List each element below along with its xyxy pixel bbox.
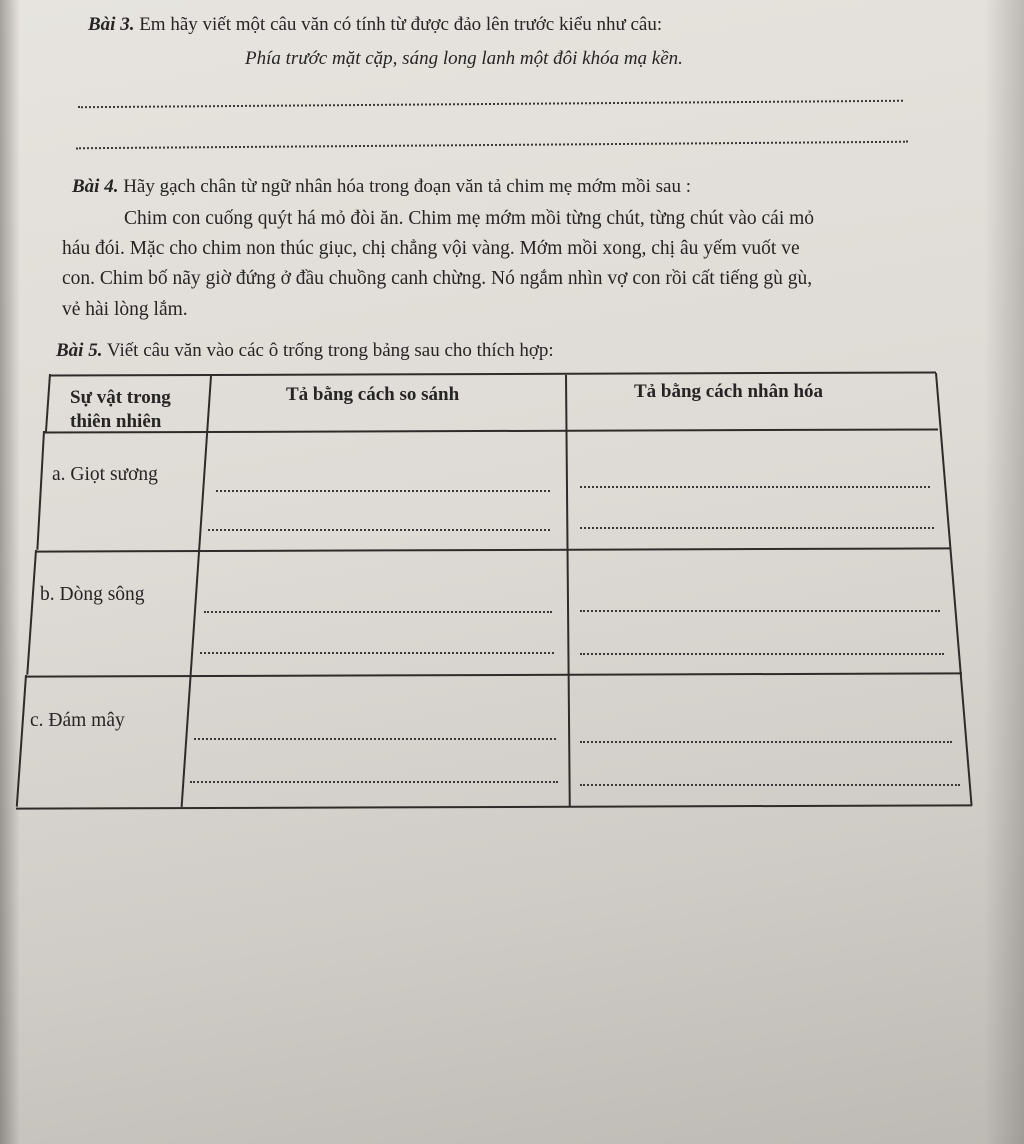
- table-row-divider: [36, 547, 950, 552]
- row-label-dew-drop: a. Giọt sương: [52, 464, 158, 485]
- exercise4-paragraph-line: háu đói. Mặc cho chim non thúc giục, chị chẳng vội vàng. Mớm mồi xong, chị âu yếm vuốt ve: [62, 238, 800, 259]
- table-header-divider: [44, 428, 938, 433]
- personification-answer-line[interactable]: [580, 741, 952, 743]
- personification-answer-line[interactable]: [580, 653, 944, 655]
- table-column-divider-2: [565, 375, 571, 807]
- exercise3-example: Phía trước mặt cặp, sáng long lanh một đôi khóa mạ kền.: [245, 48, 683, 69]
- answer-line-1: [78, 100, 903, 108]
- exercise4-paragraph-line: Chim con cuống quýt há mỏ đòi ăn. Chim mẹ mớm mồi từng chút, từng chút vào cái mỏ: [124, 208, 815, 229]
- header-personification: Tả bằng cách nhân hóa: [634, 381, 824, 402]
- comparison-answer-line[interactable]: [216, 490, 550, 492]
- table-border-left: [45, 374, 51, 432]
- personification-answer-line[interactable]: [580, 527, 934, 529]
- table-row-divider: [26, 672, 962, 677]
- comparison-answer-line[interactable]: [208, 529, 550, 531]
- header-comparison: Tả bằng cách so sánh: [286, 384, 460, 405]
- exercise4-label: Bài 4.: [72, 176, 119, 197]
- exercise4-heading: [72, 176, 691, 199]
- exercise5-heading: [56, 340, 554, 363]
- header-things-in-nature: [70, 386, 171, 434]
- exercise4-paragraph-line: vẻ hài lòng lắm.: [62, 299, 188, 320]
- exercise4-prompt: Hãy gạch chân từ ngữ nhân hóa trong đoạn văn tả chim mẹ mớm mồi sau :: [123, 176, 691, 197]
- row-label-cloud: c. Đám mây: [30, 710, 125, 731]
- header-col1-line1: Sự vật trong: [70, 387, 171, 408]
- page-right-shadow: [984, 0, 1024, 1144]
- exercise3-heading: [88, 14, 662, 37]
- exercise3-label: Bài 3.: [88, 14, 135, 35]
- table-border-left: [26, 550, 37, 675]
- exercise5-label: Bài 5.: [56, 340, 103, 361]
- personification-answer-line[interactable]: [580, 486, 930, 488]
- exercise3-prompt: Em hãy viết một câu văn có tính từ được đảo lên trước kiểu như câu:: [139, 14, 663, 35]
- comparison-answer-line[interactable]: [204, 611, 552, 613]
- personification-answer-line[interactable]: [580, 784, 960, 786]
- comparison-answer-line[interactable]: [190, 781, 558, 783]
- answer-line-2: [76, 141, 908, 150]
- header-col1-line2: thiên nhiên: [70, 410, 162, 432]
- page-edge-shadow: [0, 0, 20, 1144]
- exercise4-paragraph-line: con. Chim bố nãy giờ đứng ở đầu chuồng canh chừng. Nó ngắm nhìn vợ con rồi cất tiếng gù gù,: [62, 268, 813, 289]
- exercise5-prompt: Viết câu văn vào các ô trống trong bảng sau cho thích hợp:: [106, 340, 554, 361]
- comparison-answer-line[interactable]: [200, 652, 554, 654]
- row-label-river: b. Dòng sông: [40, 584, 145, 605]
- table-border-top: [50, 371, 936, 376]
- comparison-answer-line[interactable]: [194, 738, 556, 740]
- table-column-divider-1: [181, 376, 212, 807]
- personification-answer-line[interactable]: [580, 610, 940, 612]
- table-border-left: [36, 431, 45, 550]
- table-border-bottom: [16, 804, 972, 809]
